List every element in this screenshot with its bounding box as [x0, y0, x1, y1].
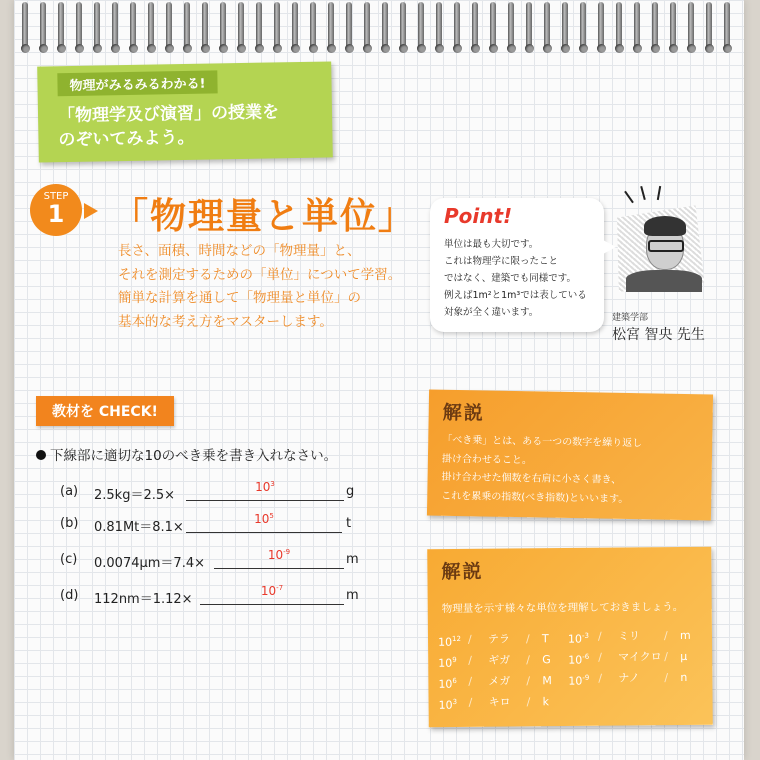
unit-separator: / — [664, 671, 669, 685]
unit-prefix-symbol: M — [542, 674, 552, 688]
unit-prefix-symbol: T — [541, 632, 549, 646]
binding-hole-icon — [291, 44, 300, 53]
step-word: STEP — [43, 191, 69, 202]
unit-exponent: 12 — [451, 634, 461, 644]
answer-base: 10 — [255, 480, 271, 494]
problem-unit: g — [346, 484, 355, 499]
emphasis-mark-icon — [624, 191, 634, 204]
point-text — [444, 236, 587, 321]
unit-prefix-symbol: m — [679, 628, 691, 643]
problem-label: (c) — [60, 552, 78, 567]
unit-power: $10^{-9}$ — [568, 673, 590, 688]
unit-separator: / — [664, 650, 668, 664]
point-line: ではなく、建築でも同様です。 — [444, 273, 577, 284]
unit-prefix-name: マイクロ — [618, 650, 662, 664]
binding-hole-icon — [237, 44, 246, 53]
emphasis-mark-icon — [657, 186, 661, 200]
answer-base: 10 — [254, 512, 270, 526]
unit-power: $10^{-6}$ — [568, 652, 590, 667]
portrait-glasses — [648, 240, 684, 252]
binding-hole-icon — [723, 44, 732, 53]
problem-expression: 0.81Mt＝8.1× — [94, 520, 184, 535]
binding-hole-icon — [543, 44, 552, 53]
unit-separator: / — [526, 653, 530, 667]
unit-separator: / — [468, 653, 472, 667]
unit-power: $10^6$ — [438, 676, 457, 691]
unit-separator: / — [468, 674, 473, 688]
unit-power: $10^9$ — [438, 655, 457, 670]
binding-hole-icon — [687, 44, 696, 53]
unit-prefix-name: ギガ — [488, 653, 511, 667]
binding-hole-icon — [525, 44, 534, 53]
explanation-note-units — [427, 547, 713, 727]
check-label: 教材を CHECK! — [36, 396, 174, 426]
point-line: 例えば1m²と1m³では表している — [444, 290, 587, 301]
unit-separator: / — [663, 629, 668, 643]
binding-hole-icon — [471, 44, 480, 53]
binding-hole-icon — [75, 44, 84, 53]
unit-separator: / — [526, 674, 531, 688]
binding-hole-icon — [201, 44, 210, 53]
problem-expression: 0.0074μm＝7.4× — [94, 556, 205, 571]
bullet-icon — [36, 450, 46, 460]
unit-separator: / — [526, 695, 531, 709]
binding-hole-icon — [93, 44, 102, 53]
unit-prefix-symbol: G — [542, 653, 551, 667]
point-title: Point! — [444, 204, 513, 228]
binding-hole-icon — [489, 44, 498, 53]
answer-value — [214, 548, 344, 562]
unit-separator: / — [597, 629, 602, 643]
point-speech-bubble — [430, 198, 604, 332]
intro-sticky-note — [37, 61, 333, 162]
note-body: 物理量を示す様々な単位を理解しておきましょう。 — [441, 601, 684, 616]
answer-value — [200, 584, 344, 598]
teacher-faculty: 建築学部 — [612, 313, 649, 323]
binding-hole-icon — [255, 44, 264, 53]
binding-hole-icon — [417, 44, 426, 53]
unit-prefix-row — [568, 625, 704, 647]
intro-text — [58, 100, 280, 152]
emphasis-mark-icon — [640, 186, 646, 200]
step-arrow-icon — [84, 203, 98, 219]
explanation-note-power — [427, 390, 713, 521]
section-description — [118, 240, 401, 334]
section-title: 「物理量と単位」 — [112, 196, 417, 237]
unit-separator: / — [598, 671, 603, 685]
binding-hole-icon — [183, 44, 192, 53]
answer-blank — [186, 532, 342, 533]
unit-separator: / — [525, 632, 530, 646]
binding-hole-icon — [507, 44, 516, 53]
exercise-instruction — [36, 444, 337, 464]
description-line: それを測定するための「単位」について学習。 — [118, 266, 402, 283]
spiral-binding — [14, 0, 744, 60]
instruction-text: 下線部に適切な10のべき乗を書き入れなさい。 — [50, 448, 338, 464]
description-line: 基本的な考え方をマスターします。 — [118, 313, 333, 330]
binding-hole-icon — [129, 44, 138, 53]
unit-exponent: 3 — [452, 697, 458, 707]
problem-unit: t — [346, 516, 352, 531]
portrait-hair — [644, 216, 686, 236]
note-title: 解説 — [442, 401, 485, 425]
point-line: 対象が全く違います。 — [444, 307, 539, 318]
intro-tagline: 物理がみるみるわかる! — [57, 70, 217, 96]
unit-prefix-row — [438, 691, 574, 713]
unit-prefix-name: メガ — [488, 674, 511, 688]
answer-exponent: -7 — [276, 584, 284, 592]
unit-power: $10^{12}$ — [437, 634, 461, 649]
binding-hole-icon — [597, 44, 606, 53]
unit-power: $10^{-3}$ — [567, 631, 590, 646]
step-number: 1 — [47, 200, 65, 228]
binding-hole-icon — [309, 44, 318, 53]
unit-prefix-name: ナノ — [618, 671, 640, 685]
binding-hole-icon — [219, 44, 228, 53]
problem-expression: 112nm＝1.12× — [94, 592, 193, 607]
binding-hole-icon — [453, 44, 462, 53]
unit-prefix-row — [438, 628, 574, 650]
problem-unit: m — [346, 588, 359, 603]
intro-line: のぞいてみよう。 — [58, 127, 195, 151]
unit-exponent: -3 — [581, 631, 590, 640]
answer-base: 10 — [267, 548, 284, 562]
binding-hole-icon — [615, 44, 624, 53]
binding-hole-icon — [381, 44, 390, 53]
problem-expression: 2.5kg＝2.5× — [94, 488, 176, 503]
unit-prefix-row — [438, 649, 574, 671]
unit-exponent: 9 — [452, 655, 457, 665]
unit-prefix-row — [568, 667, 704, 689]
unit-prefix-table-left — [438, 628, 575, 713]
answer-exponent: -9 — [283, 548, 291, 556]
unit-prefix-name: ミリ — [617, 629, 641, 643]
binding-hole-icon — [111, 44, 120, 53]
step-badge — [30, 184, 82, 236]
teacher-portrait — [606, 186, 710, 304]
binding-hole-icon — [399, 44, 408, 53]
note-title: 解説 — [441, 560, 484, 584]
unit-prefix-name: テラ — [487, 632, 511, 646]
unit-exponent: 6 — [452, 676, 457, 686]
binding-hole-icon — [39, 44, 48, 53]
description-line: 長さ、面積、時間などの「物理量」と、 — [118, 243, 361, 259]
unit-prefix-name: キロ — [488, 695, 511, 709]
binding-hole-icon — [165, 44, 174, 53]
answer-value — [186, 512, 342, 526]
portrait-body — [626, 270, 702, 292]
binding-hole-icon — [633, 44, 642, 53]
binding-hole-icon — [57, 44, 66, 53]
binding-hole-icon — [363, 44, 372, 53]
answer-blank — [200, 604, 344, 605]
answer-exponent: 5 — [269, 512, 274, 520]
unit-prefix-symbol: n — [680, 670, 688, 685]
unit-separator: / — [467, 632, 472, 646]
binding-hole-icon — [669, 44, 678, 53]
answer-exponent: 3 — [270, 480, 275, 488]
binding-hole-icon — [345, 44, 354, 53]
unit-separator: / — [598, 650, 602, 664]
binding-hole-icon — [705, 44, 714, 53]
problem-label: (d) — [60, 588, 79, 603]
note-line: 掛け合わせた個数を右肩に小さく書き、 — [441, 471, 622, 486]
point-line: 単位は最も大切です。 — [444, 239, 539, 250]
unit-separator: / — [468, 695, 473, 709]
answer-value — [186, 480, 344, 494]
unit-exponent: -9 — [582, 673, 590, 682]
binding-hole-icon — [579, 44, 588, 53]
binding-hole-icon — [147, 44, 156, 53]
note-line: 「べき乗」とは、ある一つの数字を繰り返し — [442, 434, 643, 450]
binding-hole-icon — [561, 44, 570, 53]
answer-blank — [186, 500, 344, 501]
problem-label: (b) — [60, 516, 79, 531]
description-line: 簡単な計算を通して「物理量と単位」の — [118, 290, 361, 306]
binding-hole-icon — [21, 44, 30, 53]
teacher-name: 松宮 智央 先生 — [612, 327, 705, 343]
unit-prefix-row — [438, 670, 574, 692]
binding-hole-icon — [273, 44, 282, 53]
binding-hole-icon — [651, 44, 660, 53]
unit-prefix-table-right — [568, 625, 705, 689]
note-line: 掛け合わせること。 — [441, 453, 532, 466]
intro-line: 「物理学及び演習」の授業を — [57, 102, 280, 127]
note-body — [441, 432, 642, 509]
answer-blank — [214, 568, 344, 569]
unit-exponent: -6 — [582, 652, 590, 661]
problem-label: (a) — [60, 484, 79, 499]
binding-hole-icon — [327, 44, 336, 53]
note-line: これを累乗の指数(べき指数)といいます。 — [441, 490, 629, 505]
unit-power: $10^3$ — [438, 697, 458, 712]
binding-hole-icon — [435, 44, 444, 53]
unit-prefix-symbol: μ — [680, 649, 688, 664]
unit-prefix-symbol: k — [542, 695, 549, 709]
problem-unit: m — [346, 552, 359, 567]
answer-base: 10 — [260, 584, 277, 598]
unit-prefix-row — [568, 646, 704, 668]
point-line: これは物理学に限ったこと — [444, 256, 559, 267]
